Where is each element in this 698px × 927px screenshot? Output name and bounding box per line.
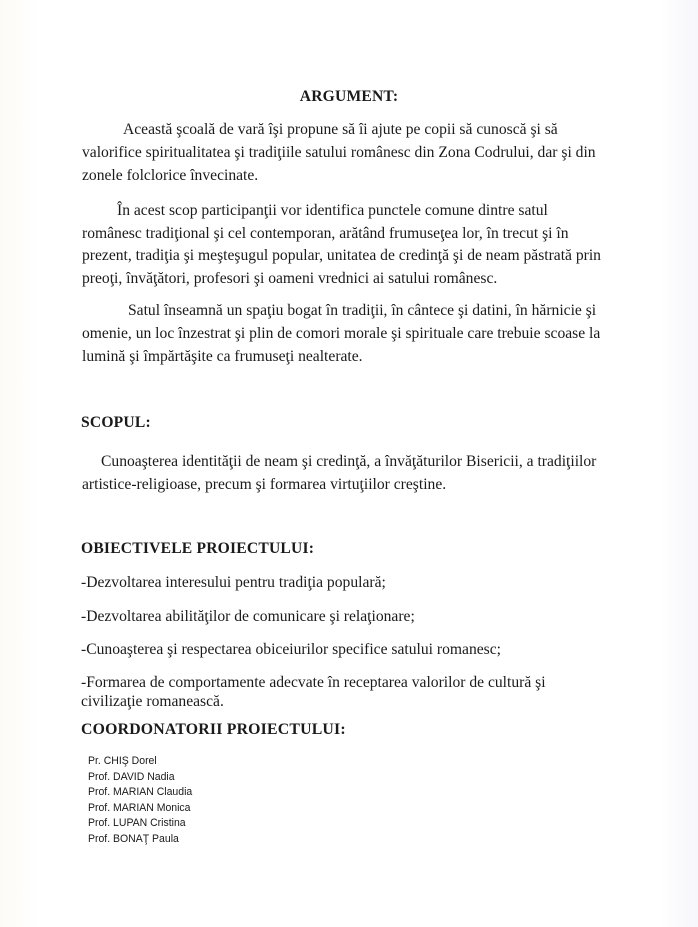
text-line: Această şcoală de vară îşi propune să îi ajute pe copii să cunoscă şi să — [123, 121, 558, 138]
coordinator-name: Pr. CHIŞ Dorel — [88, 755, 157, 767]
text-line: lumină şi împărtăşite ca frumuseţi nealterate. — [82, 348, 363, 365]
text-line: -Formarea de comportamente adecvate în receptarea valorilor de cultură şi — [81, 674, 546, 691]
text-line: prezent, tradiţia şi meşteşugul popular, unitatea de credinţă şi de neam păstrată prin — [82, 247, 601, 264]
text-line: omenie, un loc înzestrat şi plin de comori morale şi spirituale care trebuie scoase la — [82, 325, 601, 342]
coordinator-name: Prof. MARIAN Claudia — [88, 786, 193, 798]
text-line: preoţi, învăţători, profesori şi oameni vrednici ai satului românesc. — [82, 270, 498, 287]
text-line: valorifice spiritualitatea şi tradiţiile satului românesc din Zona Codrului, dar şi din — [82, 144, 596, 161]
objective-item: -Dezvoltarea abilităţilor de comunicare şi relaţionare; — [81, 608, 415, 625]
objective-item: -Dezvoltarea interesului pentru tradiţia populară; — [81, 574, 386, 591]
objectives-heading: OBIECTIVELE PROIECTULUI: — [81, 540, 315, 557]
text-line: artistice-religioase, precum şi formarea virtuţiilor creştine. — [82, 476, 447, 493]
text-line: zonele folclorice învecinate. — [82, 167, 259, 184]
text-line: Cunoaşterea identităţii de neam şi credinţă, a învăţăturilor Bisericii, a tradiţiilor — [101, 453, 597, 470]
text-line: Satul înseamnă un spaţiu bogat în tradiţii, în cântece şi datini, în hărnicie şi — [128, 302, 597, 319]
objective-item: -Cunoaşterea şi respectarea obiceiurilor specifice satului romanesc; — [81, 641, 501, 658]
text-line: În acest scop participanţii vor identifica punctele comune dintre satul — [117, 202, 548, 219]
coordinators-heading: COORDONATORII PROIECTULUI: — [81, 721, 346, 738]
coordinators-list — [88, 754, 192, 847]
coordinator-name: Prof. LUPAN Cristina — [88, 817, 186, 829]
coordinator-name: Prof. BONAŢ Paula — [88, 832, 179, 845]
coordinator-name: Prof. MARIAN Monica — [88, 801, 191, 814]
text-line: civilizaţie romanească. — [81, 693, 224, 710]
text-line: românesc tradiţional şi cel contemporan, arătând frumuseţea lor, în trecut şi în — [82, 225, 569, 242]
scopul-heading: SCOPUL: — [81, 414, 151, 431]
argument-heading: ARGUMENT: — [299, 88, 399, 105]
coordinator-name: Prof. DAVID Nadia — [88, 770, 175, 783]
